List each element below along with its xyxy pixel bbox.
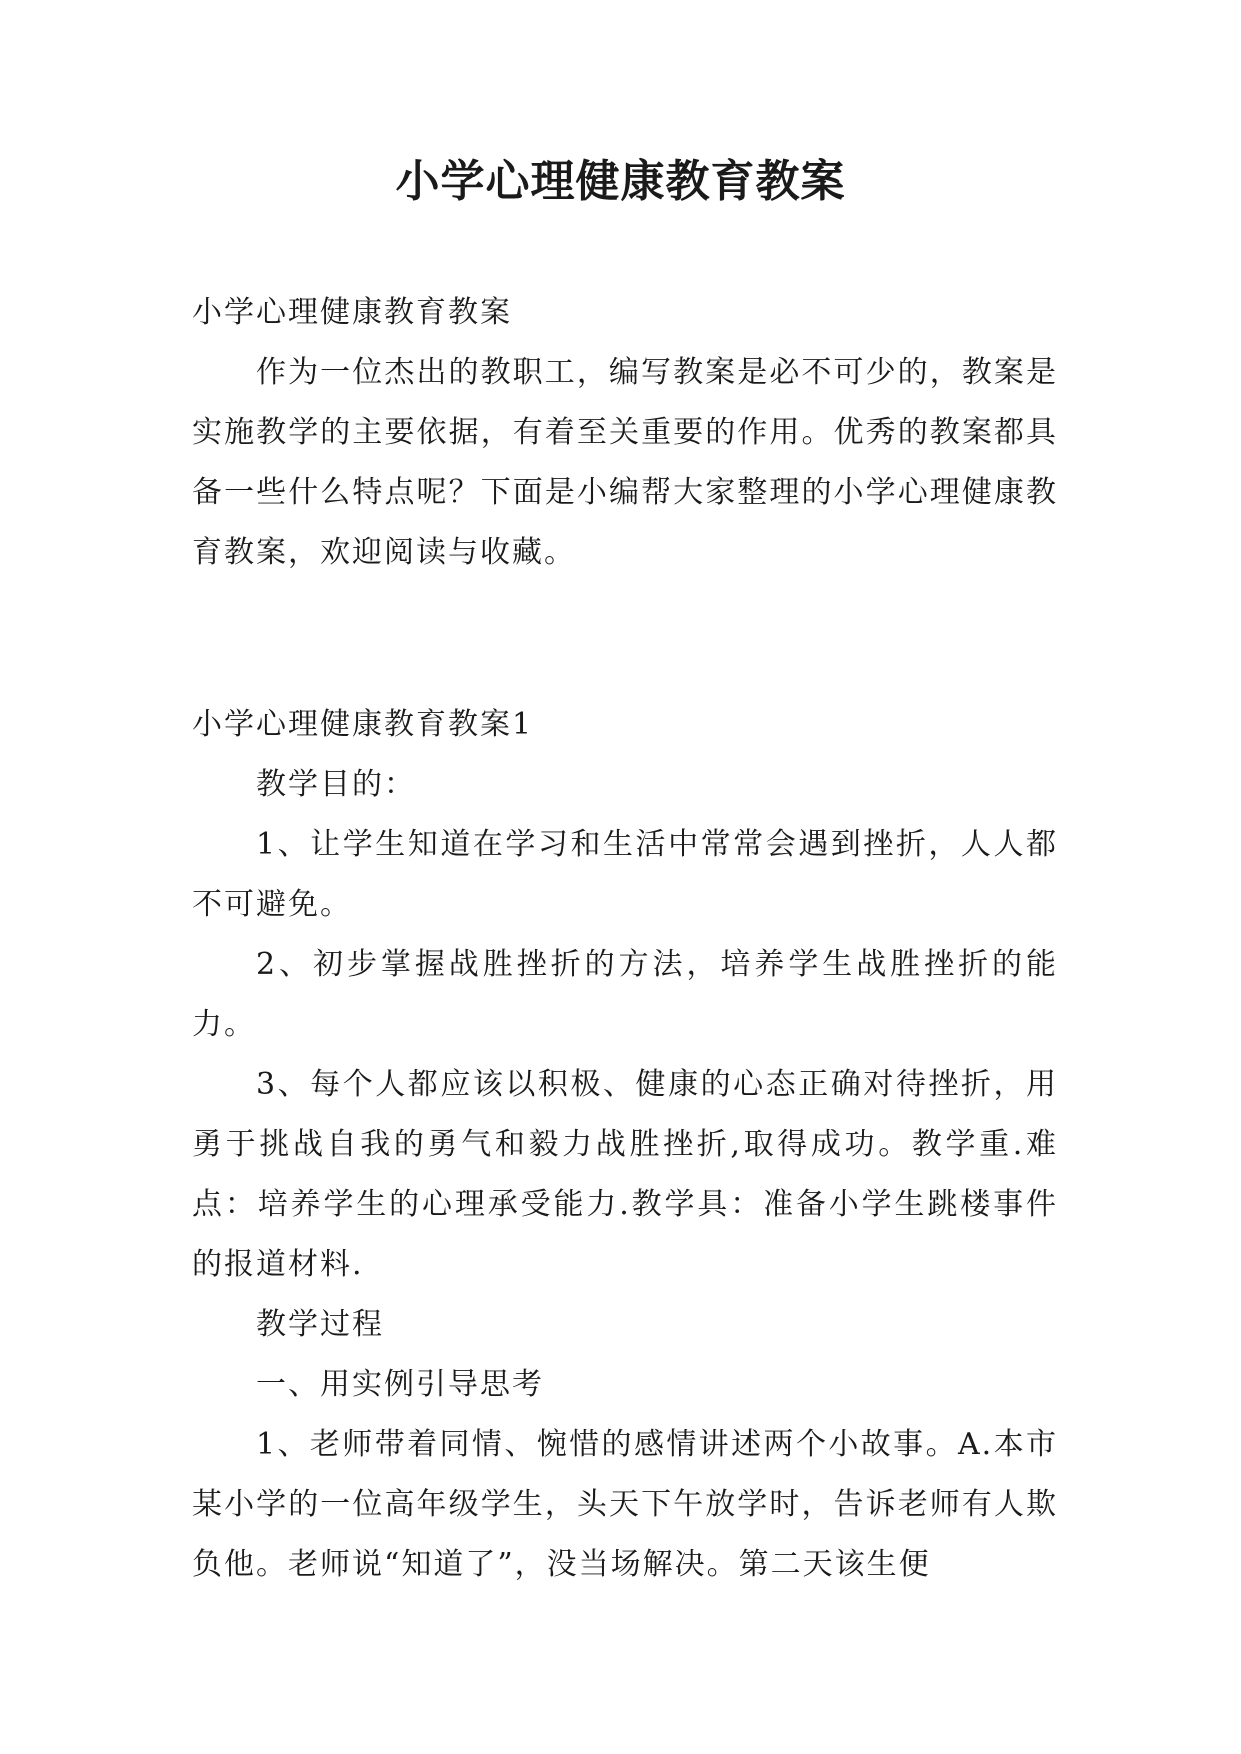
body-paragraph: 一、用实例引导思考 — [256, 1367, 544, 1402]
body-paragraph: 3、每个人都应该以积极、健康的心态正确对待挫折，用勇于挑战自我的勇气和毅力战胜挫折,取得成功。教学重.难点：培养学生的心理承受能力.教学具：准备小学生跳楼事件的报道材料. — [192, 1067, 1058, 1282]
body-paragraph: 教学过程 — [256, 1307, 384, 1342]
body-paragraph: 2、初步掌握战胜挫折的方法，培养学生战胜挫折的能力。 — [192, 947, 1058, 1042]
document-title: 小学心理健康教育教案 — [395, 156, 846, 207]
body-paragraph: 1、让学生知道在学习和生活中常常会遇到挫折，人人都不可避免。 — [192, 827, 1058, 922]
section-gap — [192, 583, 1058, 695]
section-heading: 小学心理健康教育教案 — [192, 295, 512, 330]
intro-paragraph: 作为一位杰出的教职工，编写教案是必不可少的，教案是实施教学的主要依据，有着至关重要的作用。优秀的教案都具备一些什么特点呢？下面是小编帮大家整理的小学心理健康教育教案，欢迎阅读与收藏。 — [192, 355, 1058, 570]
body-paragraph: 1、老师带着同情、惋惜的感情讲述两个小故事。A.本市某小学的一位高年级学生，头天下午放学时，告诉老师有人欺负他。老师说“知道了”，没当场解决。第二天该生便 — [192, 1427, 1058, 1582]
document-body — [192, 283, 1058, 1595]
section-heading: 小学心理健康教育教案1 — [192, 707, 534, 742]
body-paragraph: 教学目的： — [256, 767, 416, 802]
